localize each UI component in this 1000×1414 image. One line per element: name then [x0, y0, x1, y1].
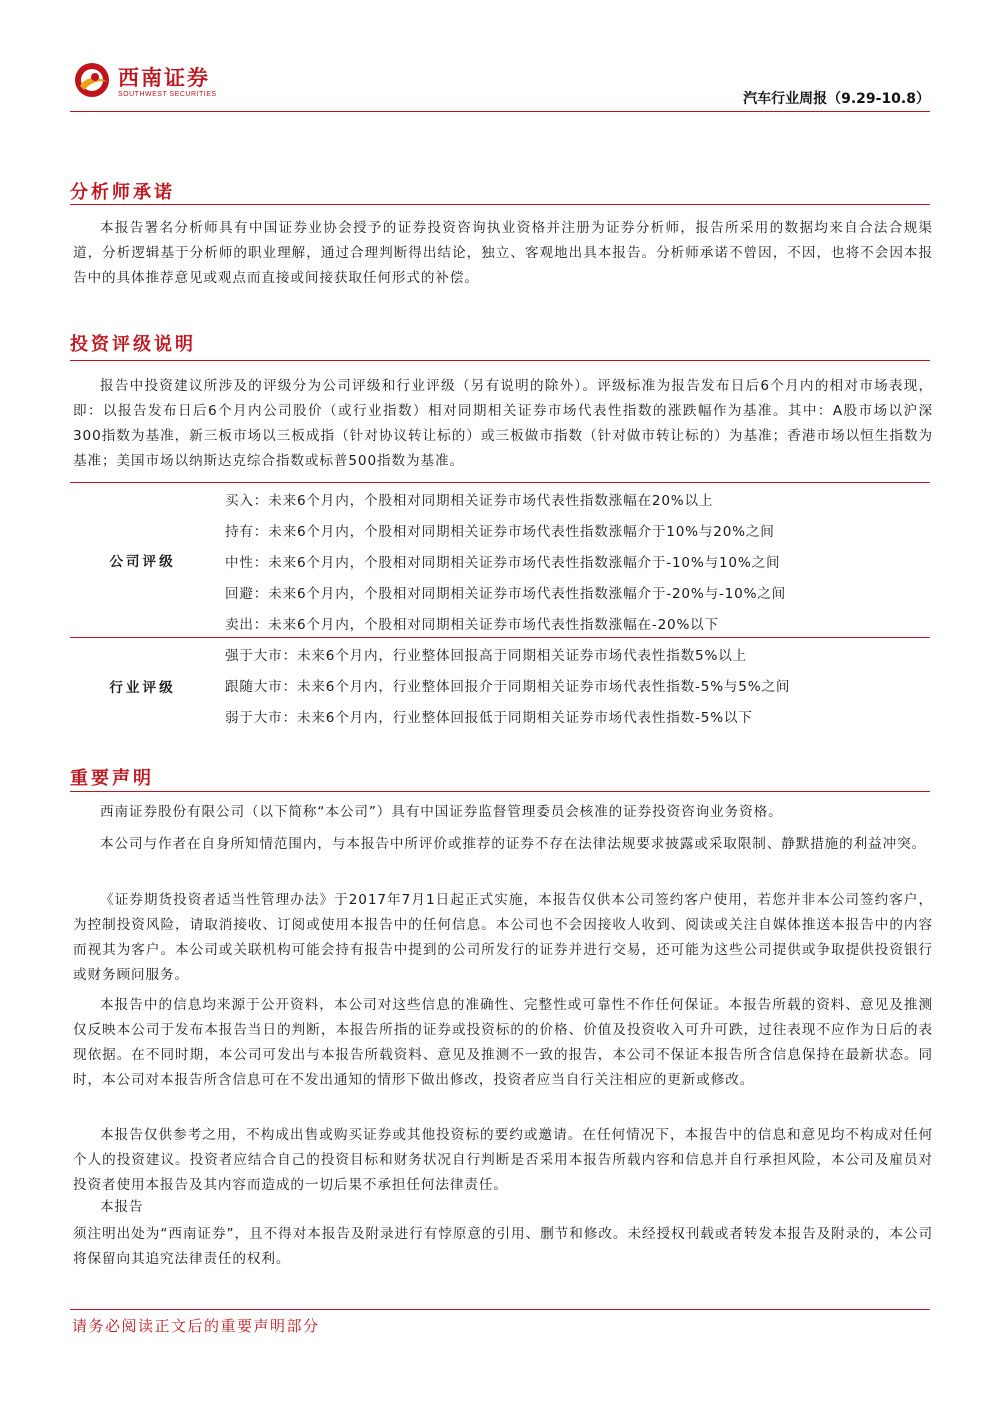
footer-notice: 请务必阅读正文后的重要声明部分 [72, 1317, 320, 1335]
disclaimer-paragraph: 本报告 [100, 1199, 144, 1215]
rating-intro-text: 报告中投资建议所涉及的评级分为公司评级和行业评级（另有说明的除外）。评级标准为报告发布日后6个月内的相对市场表现，即：以报告发布日后6个月内公司股价（或行业指数）相对同期相关证券市场代表性指数的涨跌幅作为基准。其中：A股市场以沪深300指数为基准，新三板市场以三板成指（针对协议转让标的）或三板做市指数（针对做市转让标的）为基准；香港市场以恒生指数为基准；美国市场以纳斯达克综合指数或标普500指数为基准。 [73, 378, 933, 469]
disclaimer-paragraph: 西南证券股份有限公司（以下简称“本公司”）具有中国证券监督管理委员会核准的证券投资咨询业务资格。 [100, 804, 783, 820]
disclaimer-paragraph: 本公司与作者在自身所知情范围内，与本报告中所评价或推荐的证券不存在法律法规要求披露或采取限制、静默措施的利益冲突。 [100, 836, 927, 852]
company-rating-row: 卖出：未来6个月内，个股相对同期相关证券市场代表性指数涨幅在-20%以下 [225, 617, 719, 633]
company-rating-label: 公司评级 [109, 554, 176, 570]
company-rating-row: 回避：未来6个月内，个股相对同期相关证券市场代表性指数涨幅介于-20%与-10%之间 [225, 586, 787, 602]
report-title: 汽车行业周报（9.29-10.8） [743, 91, 930, 107]
disclaimer-paragraph: 本报告仅供参考之用，不构成出售或购买证券或其他投资标的要约或邀请。在任何情况下，本报告中的信息和意见均不构成对任何个人的投资建议。投资者应结合自己的投资目标和财务状况自行判断是否采用本报告所载内容和信息并自行承担风险，本公司及雇员对投资者使用本报告及其内容而造成的一切后果不承担任何法律责任。 [73, 1127, 933, 1193]
disclaimer-paragraph: 本报告中的信息均来源于公开资料，本公司对这些信息的准确性、完整性或可靠性不作任何保证。本报告所载的资料、意见及推测仅反映本公司于发布本报告当日的判断，本报告所指的证券或投资标的的价格、价值及投资收入可升可跌，过往表现不应作为日后的表现依据。在不同时期，本公司可发出与本报告所载资料、意见及推测不一致的报告，本公司不保证本报告所含信息保持在最新状态。同时，本公司对本报告所含信息可在不发出通知的情形下做出修改，投资者应当自行关注相应的更新或修改。 [73, 997, 933, 1088]
rating-table-divider [70, 637, 930, 638]
logo-name-cn: 西南证券 [118, 65, 210, 90]
industry-rating-row: 强于大市：未来6个月内，行业整体回报高于同期相关证券市场代表性指数5%以上 [225, 648, 747, 664]
header-divider [70, 111, 930, 112]
industry-rating-label: 行业评级 [109, 680, 176, 696]
industry-rating-row: 弱于大市：未来6个月内，行业整体回报低于同期相关证券市场代表性指数-5%以下 [225, 710, 753, 726]
section-divider [70, 791, 930, 792]
section-title-rating-description: 投资评级说明 [70, 334, 196, 355]
footer-divider [70, 1309, 930, 1310]
logo-emblem-icon [72, 60, 116, 104]
section-divider [70, 204, 930, 205]
section-divider [70, 360, 930, 361]
section-title-analyst-commitment: 分析师承诺 [70, 182, 175, 203]
company-rating-row: 中性：未来6个月内，个股相对同期相关证券市场代表性指数涨幅介于-10%与10%之间 [225, 555, 781, 571]
industry-rating-row: 跟随大市：未来6个月内，行业整体回报介于同期相关证券市场代表性指数-5%与5%之间 [225, 679, 791, 695]
company-logo [72, 60, 232, 104]
rating-table-top-border [70, 482, 930, 483]
disclaimer-paragraph: 须注明出处为“西南证券”，且不得对本报告及附录进行有悖原意的引用、删节和修改。未经授权刊载或者转发本报告及附录的，本公司将保留向其追究法律责任的权利。 [73, 1226, 933, 1267]
disclaimer-paragraph: 《证券期货投资者适当性管理办法》于2017年7月1日起正式实施，本报告仅供本公司签约客户使用，若您并非本公司签约客户，为控制投资风险，请取消接收、订阅或使用本报告中的任何信息。本公司也不会因接收人收到、阅读或关注自媒体推送本报告中的内容而视其为客户。本公司或关联机构可能会持有报告中提到的公司所发行的证券并进行交易，还可能为这些公司提供或争取提供投资银行或财务顾问服务。 [73, 892, 933, 983]
section-title-disclaimer: 重要声明 [70, 768, 154, 789]
logo-name-en: SOUTHWEST SECURITIES [118, 91, 217, 98]
company-rating-row: 持有：未来6个月内，个股相对同期相关证券市场代表性指数涨幅介于10%与20%之间 [225, 524, 775, 540]
analyst-commitment-text: 本报告署名分析师具有中国证券业协会授予的证券投资咨询执业资格并注册为证券分析师，报告所采用的数据均来自合法合规渠道，分析逻辑基于分析师的职业理解，通过合理判断得出结论，独立、客观地出具本报告。分析师承诺不曾因，不因，也将不会因本报告中的具体推荐意见或观点而直接或间接获取任何形式的补偿。 [73, 220, 933, 286]
company-rating-row: 买入：未来6个月内，个股相对同期相关证券市场代表性指数涨幅在20%以上 [225, 493, 714, 509]
